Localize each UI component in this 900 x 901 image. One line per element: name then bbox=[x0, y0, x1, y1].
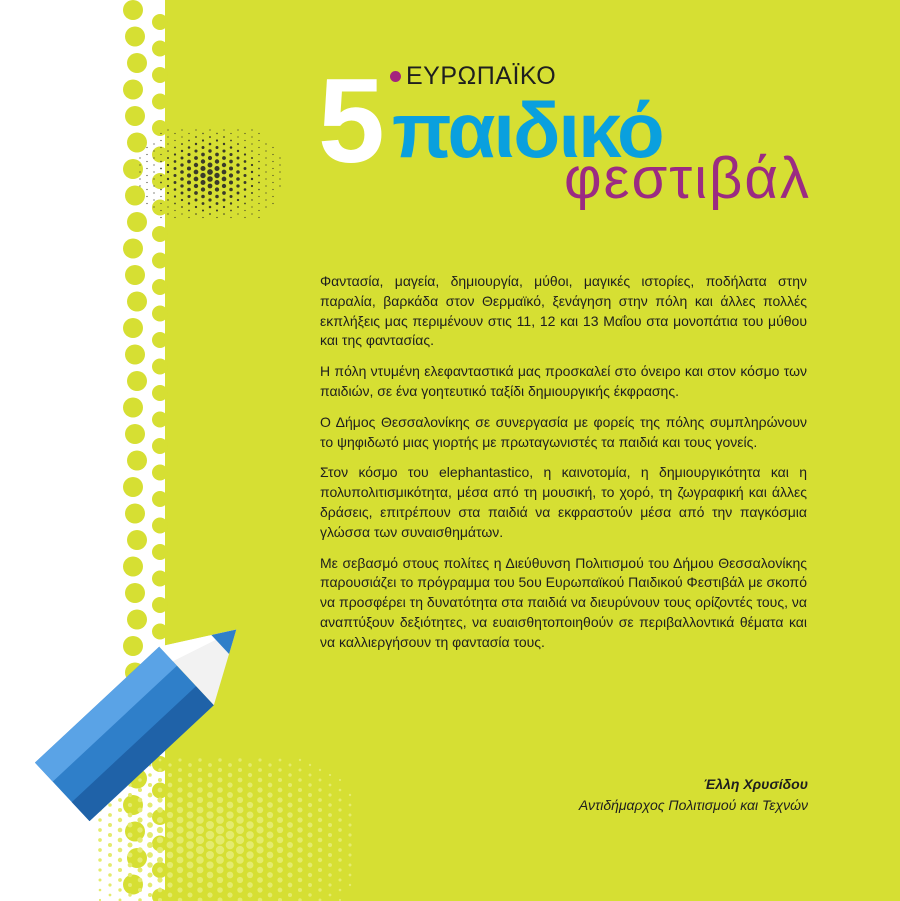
paragraph: Με σεβασμό στους πολίτες η Διεύθυνση Πολιτισμού του Δήμου Θεσσαλονίκης παρουσιάζει το πρόγραμμα του 5ου Ευρωπαϊκού Παιδικού Φεστιβάλ με σκοπό να προσφέρει τη δυνατότητα στα παιδιά να διευρύνουν τους ορίζοντές τους, να αναπτύξουν δεξιότητες, να ευαισθητοποιηθούν σε περιβαλλοντικά θέματα και να καλλιεργήσουν τη φαντασία τους. bbox=[320, 554, 807, 650]
paragraph: Η πόλη ντυμένη ελεφανταστικά μας προσκαλεί στο όνειρο και στον κόσμο των παιδιών, σε ένα γοητευτικό ταξίδι δημιουργικής έκφρασης. bbox=[320, 363, 807, 399]
signature-block bbox=[470, 774, 808, 816]
paragraph: Ο Δήμος Θεσσαλονίκης σε συνεργασία με φορείς της πόλης συμπληρώνουν το ψηφιδωτό μιας γιορτής με πρωταγωνιστές τα παιδιά και τους γονείς. bbox=[320, 413, 807, 450]
logo-line-paidiko: παιδικό bbox=[392, 86, 663, 174]
signature-title: Αντιδήμαρχος Πολιτισμού και Τεχνών bbox=[578, 797, 808, 813]
paragraph: Φαντασία, μαγεία, δημιουργία, μύθοι, μαγικές ιστορίες, ποδήλατα στην παραλία, βαρκάδα στον Θερμαϊκό, ξενάγηση στην πόλη και άλλες πολλές εκπλήξεις μας περιμένουν στις 11, 12 και 13 Μαΐου στα μονοπάτια του μύθου και της φαντασίας. bbox=[320, 273, 807, 349]
festival-logo bbox=[318, 55, 838, 215]
logo-number: 5 bbox=[318, 54, 383, 188]
pencil-icon bbox=[35, 600, 264, 821]
signature-name: Έλλη Χρυσίδου bbox=[703, 776, 808, 792]
intro-text bbox=[320, 272, 807, 664]
paragraph: Στον κόσμο του elephantastico, η καινοτομία, η δημιουργικότητα και η πολυπολιτισμικότητα, μέσα από τη μουσική, το χορό, τη ζωγραφική και άλλες δράσεις, επιτρέπουν στα παιδιά να εκφραστούν μέσα από την παγκόσμια γλώσσα των συναισθημάτων. bbox=[320, 464, 807, 540]
logo-dot bbox=[390, 71, 401, 82]
logo-line-europaiko: ΕΥΡΩΠΑΪΚΟ bbox=[406, 62, 557, 90]
logo-line-festival: φεστιβάλ bbox=[564, 146, 811, 211]
